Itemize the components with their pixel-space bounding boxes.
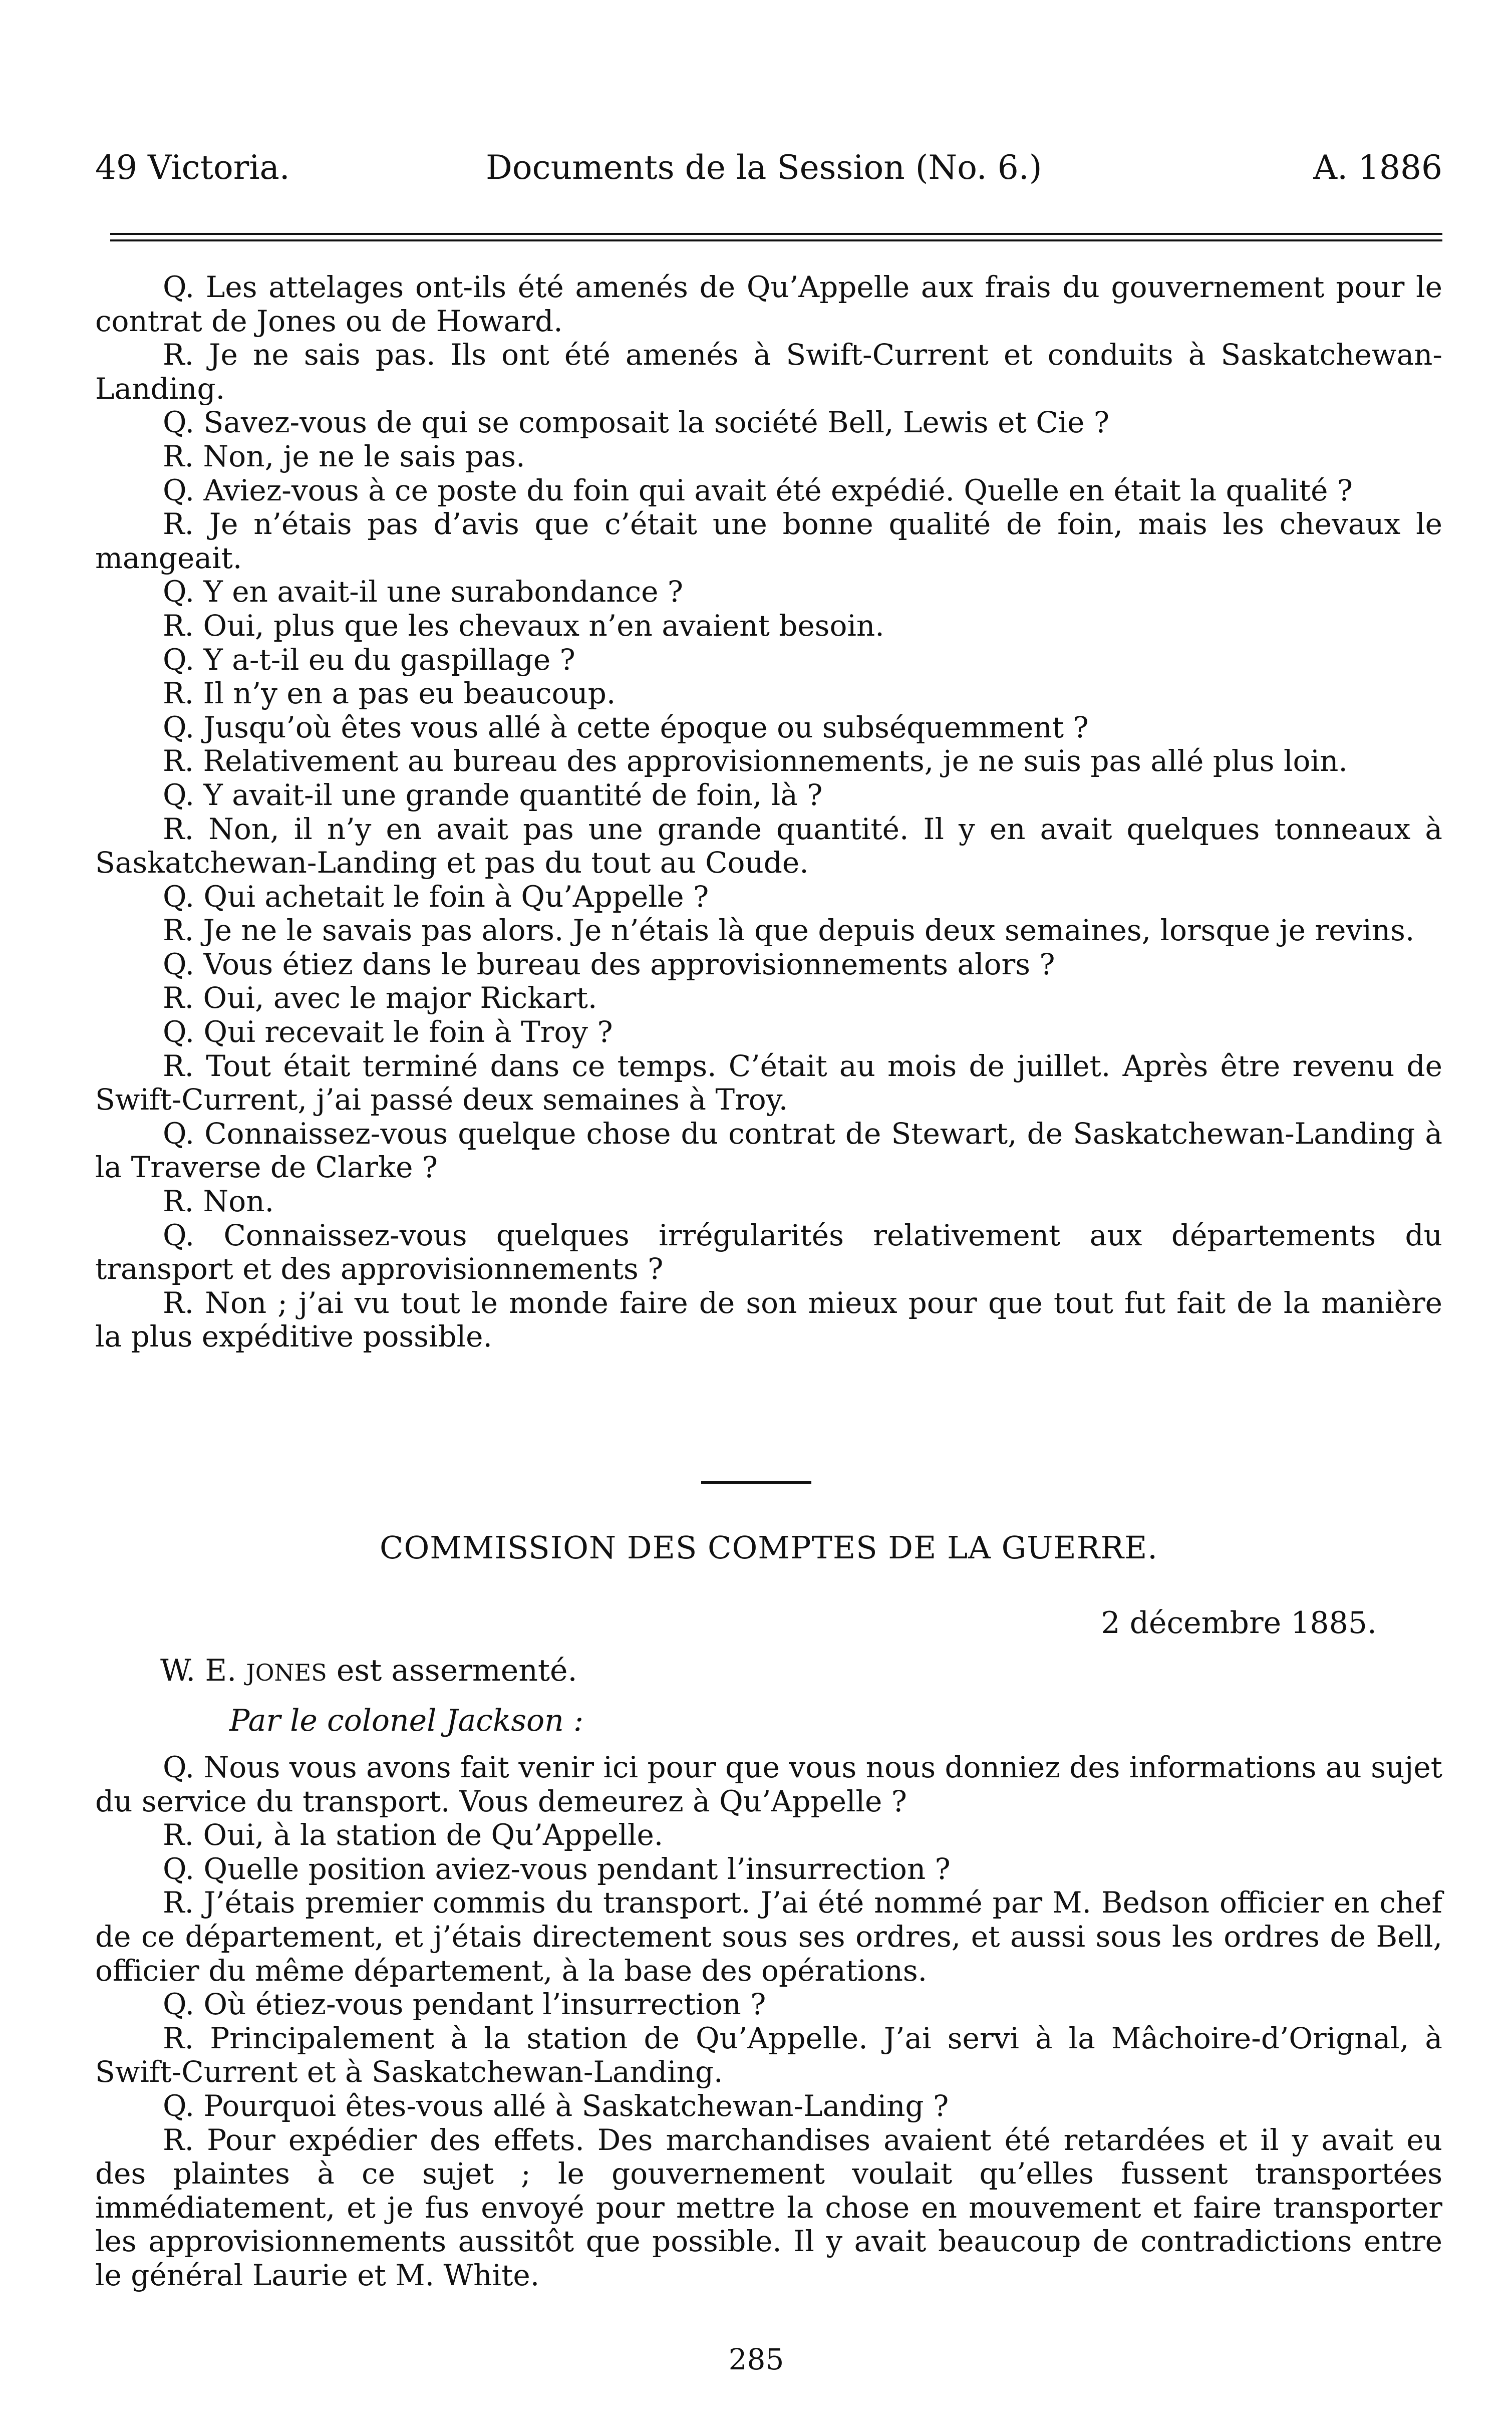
header-rule-top [110,233,1442,235]
paragraph: Q. Qui recevait le foin à Troy ? [163,1015,613,1049]
paragraph: R. Je ne le savais pas alors. Je n’étais là que depuis deux semaines, lorsque je revins. [163,913,1415,948]
paragraph: R. Tout était terminé dans ce temps. C’était au mois de juillet. Après être revenu de Swift-Current, j’ai passé deux semaines à Troy. [95,1048,1442,1117]
paragraph: R. Relativement au bureau des approvisionnements, je ne suis pas allé plus loin. [163,744,1348,778]
paragraph: Q. Jusqu’où êtes vous allé à cette époque ou subséquemment ? [163,710,1089,744]
sworn-initials: W. E. [160,1653,237,1688]
sworn-statement [160,1651,577,1693]
paragraph: R. Oui, avec le major Rickart. [163,981,597,1015]
header-year: A. 1886 [1313,148,1442,187]
section-title: COMMISSION DES COMPTES DE LA GUERRE. [380,1529,1158,1566]
paragraph: R. Non, je ne le sais pas. [163,439,525,473]
paragraph: Q. Y a-t-il eu du gaspillage ? [163,642,575,677]
paragraph: R. J’étais premier commis du transport. J’ai été nommé par M. Bedson officier en chef de ce département, et j’étais directement sous ses ordres, et aussi sous les ordres de Bell, officier du même département, à la base des opérations. [95,1885,1442,1988]
sworn-rest: est assermenté. [336,1653,577,1688]
paragraph: Q. Savez-vous de qui se composait la société Bell, Lewis et Cie ? [163,405,1109,440]
page-number: 285 [728,2342,784,2376]
paragraph: Q. Nous vous avons fait venir ici pour que vous nous donniez des informations au sujet du service du transport. Vous demeurez à Qu’Appelle ? [95,1750,1442,1818]
running-header [95,143,1442,193]
paragraph: R. Il n’y en a pas eu beaucoup. [163,676,616,711]
paragraph: R. Non ; j’ai vu tout le monde faire de son mieux pour que tout fut fait de la manière la plus expéditive possible. [95,1285,1442,1354]
paragraph: Q. Aviez-vous à ce poste du foin qui avait été expédié. Quelle en était la qualité ? [163,473,1353,507]
paragraph: Q. Y avait-il une grande quantité de foin, là ? [163,777,823,812]
paragraph: R. Je ne sais pas. Ils ont été amenés à Swift-Current et conduits à Saskatchewan-Landing. [95,338,1442,406]
paragraph: Q. Qui achetait le foin à Qu’Appelle ? [163,879,709,914]
section-separator [701,1481,811,1484]
paragraph: R. Pour expédier des effets. Des marchandises avaient été retardées et il y avait eu des plaintes à ce sujet ; le gouvernement voulait qu’elles fussent transportées immédiatement, et je fus envoyé pour mettre la chose en mouvement et faire transporter les approvisionnements aussitôt que possible. Il y avait beaucoup de contradictions entre le général Laurie et M. White. [95,2122,1442,2292]
paragraph: R. Je n’étais pas d’avis que c’était une bonne qualité de foin, mais les chevaux le mangeait. [95,507,1442,575]
sworn-name: JONES [246,1659,327,1686]
paragraph: R. Oui, à la station de Qu’Appelle. [163,1818,664,1852]
paragraph: Q. Connaissez-vous quelque chose du contrat de Stewart, de Saskatchewan-Landing à la Traverse de Clarke ? [95,1116,1442,1185]
header-title: Documents de la Session (No. 6.) [486,148,1042,187]
paragraph: R. Non, il n’y en avait pas une grande quantité. Il y en avait quelques tonneaux à Saskatchewan-Landing et pas du tout au Coude. [95,812,1442,880]
paragraph: Q. Connaissez-vous quelques irrégularités relativement aux départements du transport et des approvisionnements ? [95,1218,1442,1286]
paragraph: Q. Pourquoi êtes-vous allé à Saskatchewan-Landing ? [163,2088,949,2123]
paragraph: Q. Vous étiez dans le bureau des approvisionnements alors ? [163,947,1055,981]
paragraph: Q. Les attelages ont-ils été amenés de Qu’Appelle aux frais du gouvernement pour le contrat de Jones ou de Howard. [95,270,1442,338]
testimony-part-2 [95,1751,1442,2293]
header-volume: 49 Victoria. [95,148,290,187]
section-date: 2 décembre 1885. [1101,1605,1377,1641]
examiner-line: Par le colonel Jackson : [229,1703,584,1738]
header-rule-bottom [110,239,1442,241]
paragraph: Q. Où étiez-vous pendant l’insurrection ? [163,1987,766,2022]
testimony-part-1 [95,271,1442,1354]
paragraph: Q. Y en avait-il une surabondance ? [163,575,683,609]
paragraph: R. Non. [163,1184,274,1219]
paragraph: Q. Quelle position aviez-vous pendant l’insurrection ? [163,1851,951,1886]
paragraph: R. Principalement à la station de Qu’Appelle. J’ai servi à la Mâchoire-d’Orignal, à Swift-Current et à Saskatchewan-Landing. [95,2021,1442,2089]
paragraph: R. Oui, plus que les chevaux n’en avaient besoin. [163,608,884,643]
